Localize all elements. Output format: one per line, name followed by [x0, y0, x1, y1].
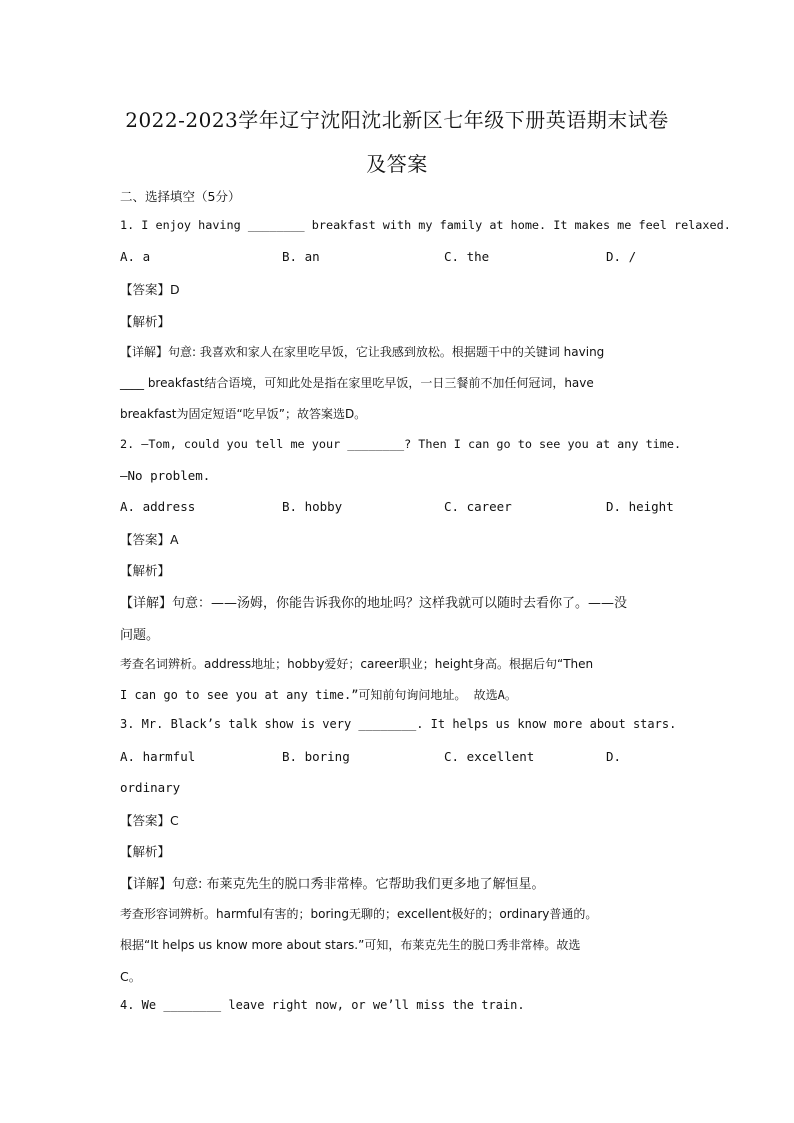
question-4-stem: 4. We ________ leave right now, or we’ll miss the train.	[120, 998, 525, 1012]
question-3-detail: C。	[120, 969, 142, 984]
question-3-option-a: A. harmful	[120, 749, 196, 764]
question-1-answer: 【答案】D	[120, 282, 180, 297]
question-2-option-d: D. height	[606, 499, 674, 514]
question-2-stem: 2. —Tom, could you tell me your ________? Then I can go to see you at any time.	[120, 437, 682, 451]
question-3-answer: 【答案】C	[120, 813, 179, 828]
question-2-answer: 【答案】A	[120, 532, 179, 547]
section-heading: 二、选择填空（5分）	[120, 189, 241, 204]
question-1-detail: breakfast为固定短语“吃早饭”；故答案选D。	[120, 407, 367, 421]
question-1-option-d: D. /	[606, 249, 637, 264]
question-2-detail: 问题。	[120, 628, 160, 643]
question-3-stem: 3. Mr. Black’s talk show is very ________. It helps us know more about stars.	[120, 717, 677, 731]
question-1-option-b: B. an	[282, 249, 320, 264]
question-1-option-a: A. a	[120, 249, 151, 264]
question-3-option-b: B. boring	[282, 749, 350, 764]
question-3-option-c: C. excellent	[444, 749, 535, 764]
page-title: 2022-2023学年辽宁沈阳沈北新区七年级下册英语期末试卷	[125, 108, 669, 132]
page-title-continued: 及答案	[366, 152, 428, 176]
question-3-detail: 考查形容词辨析。harmful有害的；boring无聊的；excellent极好的；ordinary普通的。	[120, 907, 598, 921]
question-3-analysis-label: 【解析】	[120, 844, 171, 859]
question-3-detail: 【详解】句意: 布莱克先生的脱口秀非常棒。它帮助我们更多地了解恒星。	[120, 877, 545, 892]
question-1-option-c: C. the	[444, 249, 490, 264]
question-2-detail: I can go to see you at any time.”可知前句询问地址。 故选A。	[120, 688, 517, 702]
question-2-option-c: C. career	[444, 499, 512, 514]
question-2-detail: 【详解】句意：——汤姆，你能告诉我你的地址吗？这样我就可以随时去看你了。——没	[120, 596, 628, 611]
question-3-detail: 根据“It helps us know more about stars.”可知，布莱克先生的脱口秀非常棒。故选	[120, 938, 581, 952]
question-2-analysis-label: 【解析】	[120, 563, 171, 578]
question-3-option-d-text: ordinary	[120, 780, 181, 795]
question-2-option-b: B. hobby	[282, 499, 343, 514]
question-2-option-a: A. address	[120, 499, 196, 514]
question-1-stem: 1. I enjoy having ________ breakfast with my family at home. It makes me feel relaxed.	[120, 218, 731, 232]
question-2-stem-response: —No problem.	[120, 468, 211, 483]
question-1-detail: ____ breakfast结合语境，可知此处是指在家里吃早饭，一日三餐前不加任何冠词，have	[120, 376, 594, 390]
question-1-detail: 【详解】句意: 我喜欢和家人在家里吃早饭，它让我感到放松。根据题干中的关键词 having	[120, 345, 605, 359]
question-3-option-d: D.	[606, 749, 622, 764]
question-2-detail: 考查名词辨析。address地址；hobby爱好；career职业；height身高。根据后句“Then	[120, 657, 594, 671]
question-1-analysis-label: 【解析】	[120, 314, 171, 329]
